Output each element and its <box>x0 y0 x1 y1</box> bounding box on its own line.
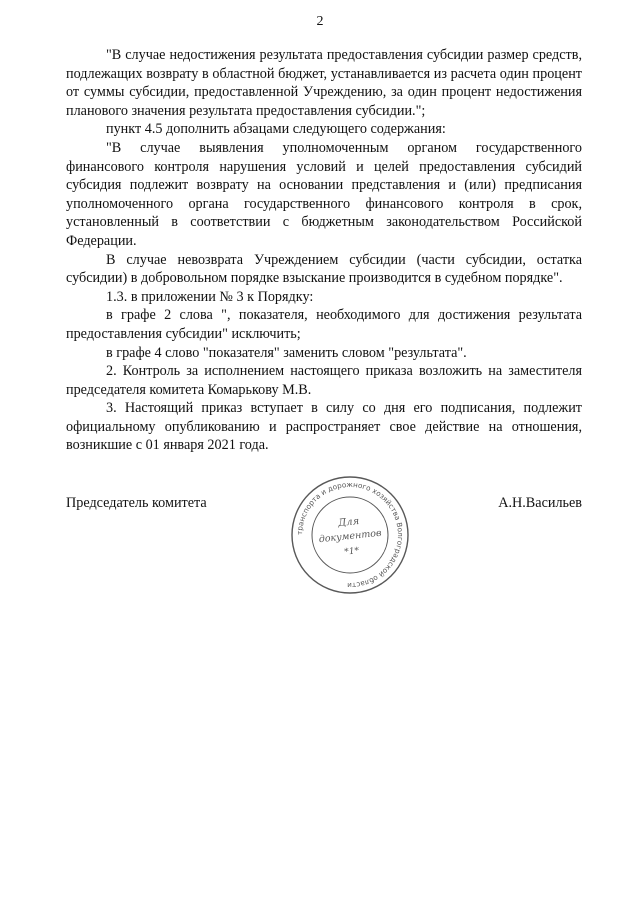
paragraph-refund-calculation: "В случае недостижения результата предоставления субсидии размер средств, подлежащих возврату в областной бюджет, устанавливается из расчета один процент от суммы субсидии, предоставленной Учреждению, за один процент недостижения планового значения результата предоставления субсидии."; <box>66 47 582 119</box>
paragraph-court-recovery: В случае невозврата Учреждением субсидии (части субсидии, остатка субсидии) в добровольном порядке взыскание производится в судебном порядке". <box>66 251 582 287</box>
paragraph-point-1-3: 1.3. в приложении № 3 к Порядку: <box>106 288 314 305</box>
paragraph-violation-refund: "В случае выявления уполномоченным органом государственного финансового контроля нарушения условий и целей предоставления субсидий субсидия подлежит возврату на основании представления и (или) предписания уполномоченного органа государственного финансового контроля в срок, установленный в соответствии с бюджетным законодательством Российской Федерации. <box>66 139 582 249</box>
page-number: 2 <box>316 14 324 29</box>
seal-center-line-1: Для <box>337 515 360 530</box>
document-body <box>66 46 582 455</box>
paragraph-point-2-control: 2. Контроль за исполнением настоящего приказа возложить на заместителя председателя комитета Комарькову М.В. <box>66 363 582 398</box>
signatory-role: Председатель комитета <box>66 495 207 511</box>
seal-center-line-3: *1* <box>343 546 360 558</box>
paragraph-point-3-effective: 3. Настоящий приказ вступает в силу со дня его подписания, подлежит официальному опубликованию и распространяет свое действие на отношения, возникшие с 01 января 2021 года. <box>66 400 582 454</box>
paragraph-column-2: в графе 2 слова ", показателя, необходимого для достижения результата предоставления субсидии" исключить; <box>66 307 582 342</box>
paragraph-column-4: в графе 4 слово "показателя" заменить словом "результата". <box>106 344 467 361</box>
seal-stamp <box>289 474 411 596</box>
seal-ring-text: транспорта и дорожного хозяйства Волгоградской области <box>294 479 406 591</box>
signatory-name: А.Н.Васильев <box>498 495 582 511</box>
seal-center-line-2: документов <box>318 527 383 546</box>
paragraph-point-4-5: пункт 4.5 дополнить абзацами следующего содержания: <box>106 121 446 138</box>
